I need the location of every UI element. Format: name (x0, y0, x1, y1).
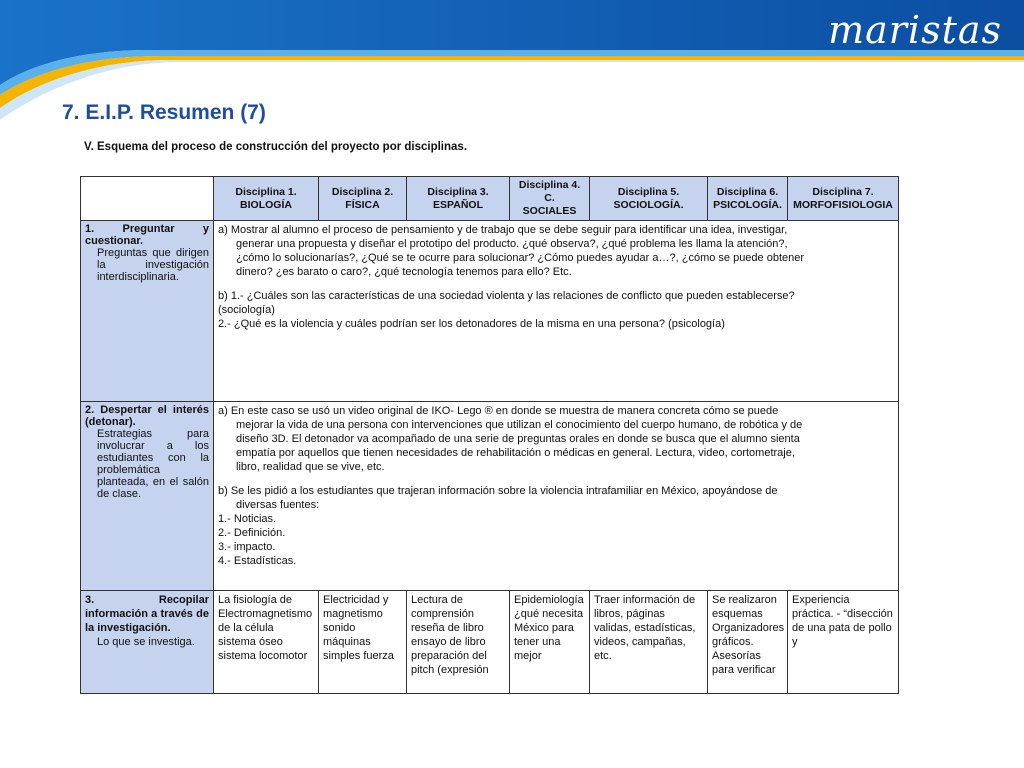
table-row (81, 591, 899, 694)
header-discipline-2: Disciplina 2. FÍSICA (319, 177, 407, 221)
table-row (81, 221, 899, 402)
row3-cell-biologia: La fisiología de Electromagnetismo de la célula sistema óseo sistema locomotor (214, 591, 319, 694)
slide-title: 7. E.I.P. Resumen (7) (62, 101, 266, 124)
stage-cell-1: 1. Preguntar y cuestionar. Preguntas que dirigen la investigación interdisciplinaria. (81, 221, 214, 402)
table-header-row (81, 177, 899, 221)
row3-cell-sociologia: Traer información de libros, páginas validas, estadísticas, videos, campañas, etc. (590, 591, 708, 694)
discipline-schema-table (80, 176, 899, 694)
list-item: 4.- Estadísticas. (218, 555, 297, 567)
row2-description: a) En este caso se usó un video original de IKO- Lego ® en donde se muestra de manera concreta cómo se puede mejorar la vida de una persona con intervenciones que utilizan el conocimiento del cuerpo humano, de robótica y de diseño 3D. El detonador va acompañado de una serie de preguntas orales en donde se busca que el alumno sienta empatía por aquellos que tienen necesidades de rehabilitación o médicas en general. Lectura, video, cortometraje, libro, realidad que se vive, etc. b) Se les pidió a los estudiantes que trajeran información sobre la violencia intrafamiliar en México, apoyándose de diversas fuentes: 1.- Noticias. 2.- Definición. 3.- impacto. 4.- Estadísticas. (214, 402, 899, 591)
stage-cell-3: 3. Recopilar información a través de la investigación. Lo que se investiga. (81, 591, 214, 694)
maristas-logo: maristas (828, 8, 1002, 52)
stage-cell-2: 2. Despertar el interés (detonar). Estrategias para involucrar a los estudiantes con la problemática planteada, en el salón de clase. (81, 402, 214, 591)
row3-cell-sociales: Epidemiología ¿qué necesita México para tener una mejor (510, 591, 590, 694)
section-heading: V. Esquema del proceso de construcción del proyecto por disciplinas. (84, 141, 468, 153)
row3-cell-psicologia: Se realizaron esquemas Organizadores gráficos. Asesorías para verificar (708, 591, 788, 694)
row3-cell-morfofisiologia: Experiencia práctica. - “disección de una pata de pollo y (788, 591, 899, 694)
corner-cell (81, 177, 214, 221)
list-item: 1.- Noticias. (218, 513, 277, 525)
header-discipline-5: Disciplina 5. SOCIOLOGÍA. (590, 177, 708, 221)
list-item: 2.- Definición. (218, 527, 286, 539)
header-discipline-4: Disciplina 4. C. SOCIALES (510, 177, 590, 221)
table-row (81, 402, 899, 591)
header-discipline-1: Disciplina 1. BIOLOGÍA (214, 177, 319, 221)
header-discipline-6: Disciplina 6. PSICOLOGÍA. (708, 177, 788, 221)
row1-description: a) Mostrar al alumno el proceso de pensamiento y de trabajo que se debe seguir para identificar una idea, investigar, generar una propuesta y diseñar el prototipo del producto. ¿qué observa?, ¿qué problema les llama la atención?, ¿cómo lo solucionarías?, ¿Qué se te ocurre para solucionar? ¿Cómo puedes ayudar a…?, ¿cómo se puede obtener dinero? ¿es barato o caro?, ¿qué tecnología tenemos para ello? Etc. b) 1.- ¿Cuáles son las características de una sociedad violenta y las relaciones de conflicto que pueden establecerse? (sociología) 2.- ¿Qué es la violencia y cuáles podrían ser los detonadores de la misma en una persona? (psicología) (214, 221, 899, 402)
row3-cell-fisica: Electricidad y magnetismo sonido máquinas simples fuerza (319, 591, 407, 694)
row3-cell-espanol: Lectura de comprensión reseña de libro ensayo de libro preparación del pitch (expresión (407, 591, 510, 694)
header-discipline-7: Disciplina 7. MORFOFISIOLOGIA (788, 177, 899, 221)
header-discipline-3: Disciplina 3. ESPAÑOL (407, 177, 510, 221)
list-item: 3.- impacto. (218, 541, 276, 553)
